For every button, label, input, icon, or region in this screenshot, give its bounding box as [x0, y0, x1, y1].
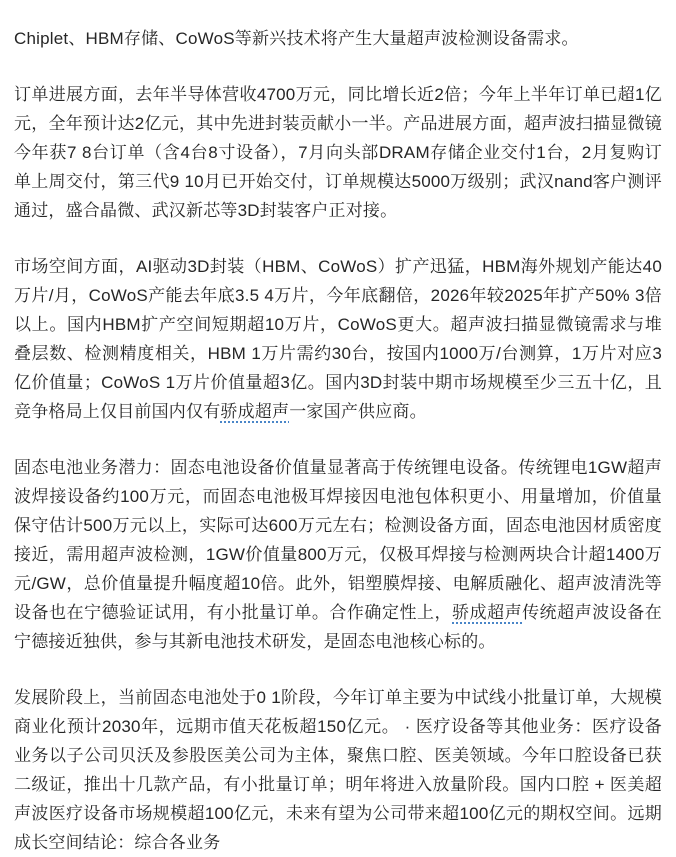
text-run: 市场空间方面，AI驱动3D封装（HBM、CoWoS）扩产迅猛，HBM海外规划产能达40万片/月，CoWoS产能去年底3.5 4万片，今年底翻倍，2026年较2025年扩产50% 3倍以上。国内HBM扩产空间短期超10万片，CoWoS更大。超声波扫描显微镜需求与堆叠层数、检测精度相关，HBM 1万片需约30台，按国内1000万/台测算，1万片对应3亿价值量；CoWoS 1万片价值量超3亿。国内3D封装中期市场规模至少三五十亿，且竞争格局上仅目前国内仅有: [14, 257, 662, 421]
paragraph: [14, 24, 662, 53]
text-run: Chiplet、HBM存储、CoWoS等新兴技术将产生大量超声波检测设备需求。: [14, 29, 579, 48]
text-run: 发展阶段上，当前固态电池处于0 1阶段，今年订单主要为中试线小批量订单，大规模商业化预计2030年，远期市值天花板超150亿元。 · 医疗设备等其他业务：医疗设备业务以子公司贝沃及参股医美公司为主体，聚焦口腔、医美领域。今年口腔设备已获二级证，推出十几款产品，有小批量订单；明年将进入放量阶段。国内口腔 + 医美超声波医疗设备市场规模超100亿元，未来有望为公司带来超100亿元的期权空间。远期成长空间结论：综合各业务: [14, 688, 662, 852]
text-run: 传统超声波设备在宁德接近独供，参与其新电池技术研发，是固态电池核心标的。: [14, 603, 662, 651]
text-run: 订单进展方面，去年半导体营收4700万元，同比增长近2倍；今年上半年订单已超1亿元，全年预计达2亿元，其中先进封装贡献小一半。产品进展方面，超声波扫描显微镜今年获7 8台订单（含4台8寸设备），7月向头部DRAM存储企业交付1台，2月复购订单上周交付，第三代9 10月已开始交付，订单规模达5000万级别；武汉nand客户测评通过，盛合晶微、武汉新芯等3D封装客户正对接。: [14, 85, 662, 220]
text-run: 一家国产供应商。: [289, 402, 427, 421]
entity-link-jiaocheng-chaosheng[interactable]: 骄成超声: [452, 603, 523, 622]
paragraph: [14, 683, 662, 857]
paragraph: [14, 453, 662, 656]
paragraph: [14, 252, 662, 426]
entity-link-jiaocheng-chaosheng[interactable]: 骄成超声: [220, 402, 290, 421]
text-run: 固态电池业务潜力：固态电池设备价值量显著高于传统锂电设备。传统锂电1GW超声波焊接设备约100万元，而固态电池极耳焊接因电池包体积更小、用量增加，价值量保守估计500万元以上，实际可达600万元左右；检测设备方面，固态电池因材质密度接近，需用超声波检测，1GW价值量800万元，仅极耳焊接与检测两块合计超1400万元/GW，总价值量提升幅度超10倍。此外，铝塑膜焊接、电解质融化、超声波清洗等设备也在宁德验证试用，有小批量订单。合作确定性上，: [14, 458, 662, 622]
paragraph: [14, 80, 662, 225]
